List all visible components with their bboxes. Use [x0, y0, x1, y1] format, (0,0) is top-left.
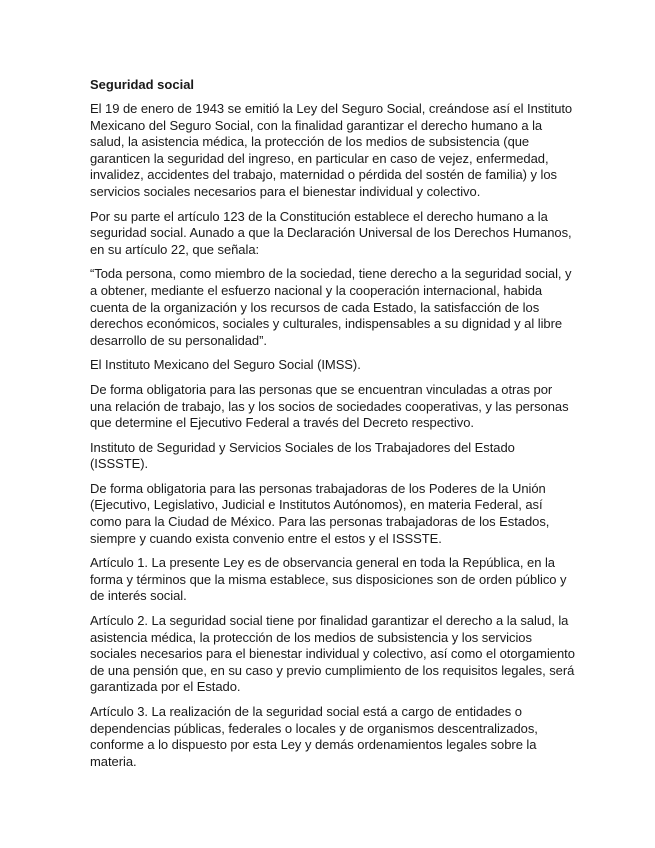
- paragraph-issste-heading: Instituto de Seguridad y Servicios Sociales de los Trabajadores del Estado (ISSSTE).: [90, 439, 515, 472]
- paragraph-articulo-3: Artículo 3. La realización de la seguridad social está a cargo de entidades o dependencias públicas, federales o locales y de organismos descentralizados, conforme a lo dispuesto por esta Ley y demás ordenamientos legales sobre la materia.: [90, 704, 538, 769]
- paragraph-imss-coverage: De forma obligatoria para las personas que se encuentran vinculadas a otras por una relación de trabajo, las y los socios de sociedades cooperativas, y las personas que determine el Ejecutivo Federal a través del Decreto respectivo.: [90, 381, 569, 431]
- paragraph-articulo-1: Artículo 1. La presente Ley es de observancia general en toda la República, en la forma y términos que la misma establece, sus disposiciones son de orden público y de interés social.: [90, 555, 567, 604]
- paragraph-quote-articulo-22: “Toda persona, como miembro de la sociedad, tiene derecho a la seguridad social, y a obtener, mediante el esfuerzo nacional y la cooperación internacional, habida cuenta de la organización y los recursos de cada Estado, la satisfacción de los derechos económicos, sociales y culturales, indispensables a su dignidad y al libre desarrollo de su personalidad”.: [90, 266, 572, 348]
- paragraph-issste-coverage: De forma obligatoria para las personas trabajadoras de los Poderes de la Unión (Ejecutivo, Legislativo, Judicial e Institutos Autónomos), en materia Federal, así como para la Ciudad de México. Para las personas trabajadoras de los Estados, siempre y cuando exista convenio entre el estos y el ISSSTE.: [90, 480, 550, 546]
- paragraph-ley-seguro-social: El 19 de enero de 1943 se emitió la Ley del Seguro Social, creándose así el Instituto Mexicano del Seguro Social, con la finalidad garantizar el derecho humano a la salud, la asistencia médica, la protección de los medios de subsistencia (que garanticen la seguridad del ingreso, en particular en caso de vejez, enfermedad, invalidez, accidentes del trabajo, maternidad o pérdida del sostén de familia) y los servicios sociales necesarios para el bienestar individual y colectivo.: [90, 101, 573, 199]
- paragraph-articulo-2: Artículo 2. La seguridad social tiene por finalidad garantizar el derecho a la salud, la asistencia médica, la protección de los medios de subsistencia y los servicios sociales necesarios para el bienestar individual y colectivo, así como el otorgamiento de una pensión que, en su caso y previo cumplimiento de los requisitos legales, será garantizada por el Estado.: [90, 613, 575, 695]
- document-title: Seguridad social: [90, 77, 195, 92]
- paragraph-imss-heading: El Instituto Mexicano del Seguro Social (IMSS).: [90, 357, 361, 373]
- paragraph-articulo-123: Por su parte el artículo 123 de la Constitución establece el derecho humano a la seguridad social. Aunado a que la Declaración Universal de los Derechos Humanos, en su artículo 22, que señala:: [90, 208, 572, 257]
